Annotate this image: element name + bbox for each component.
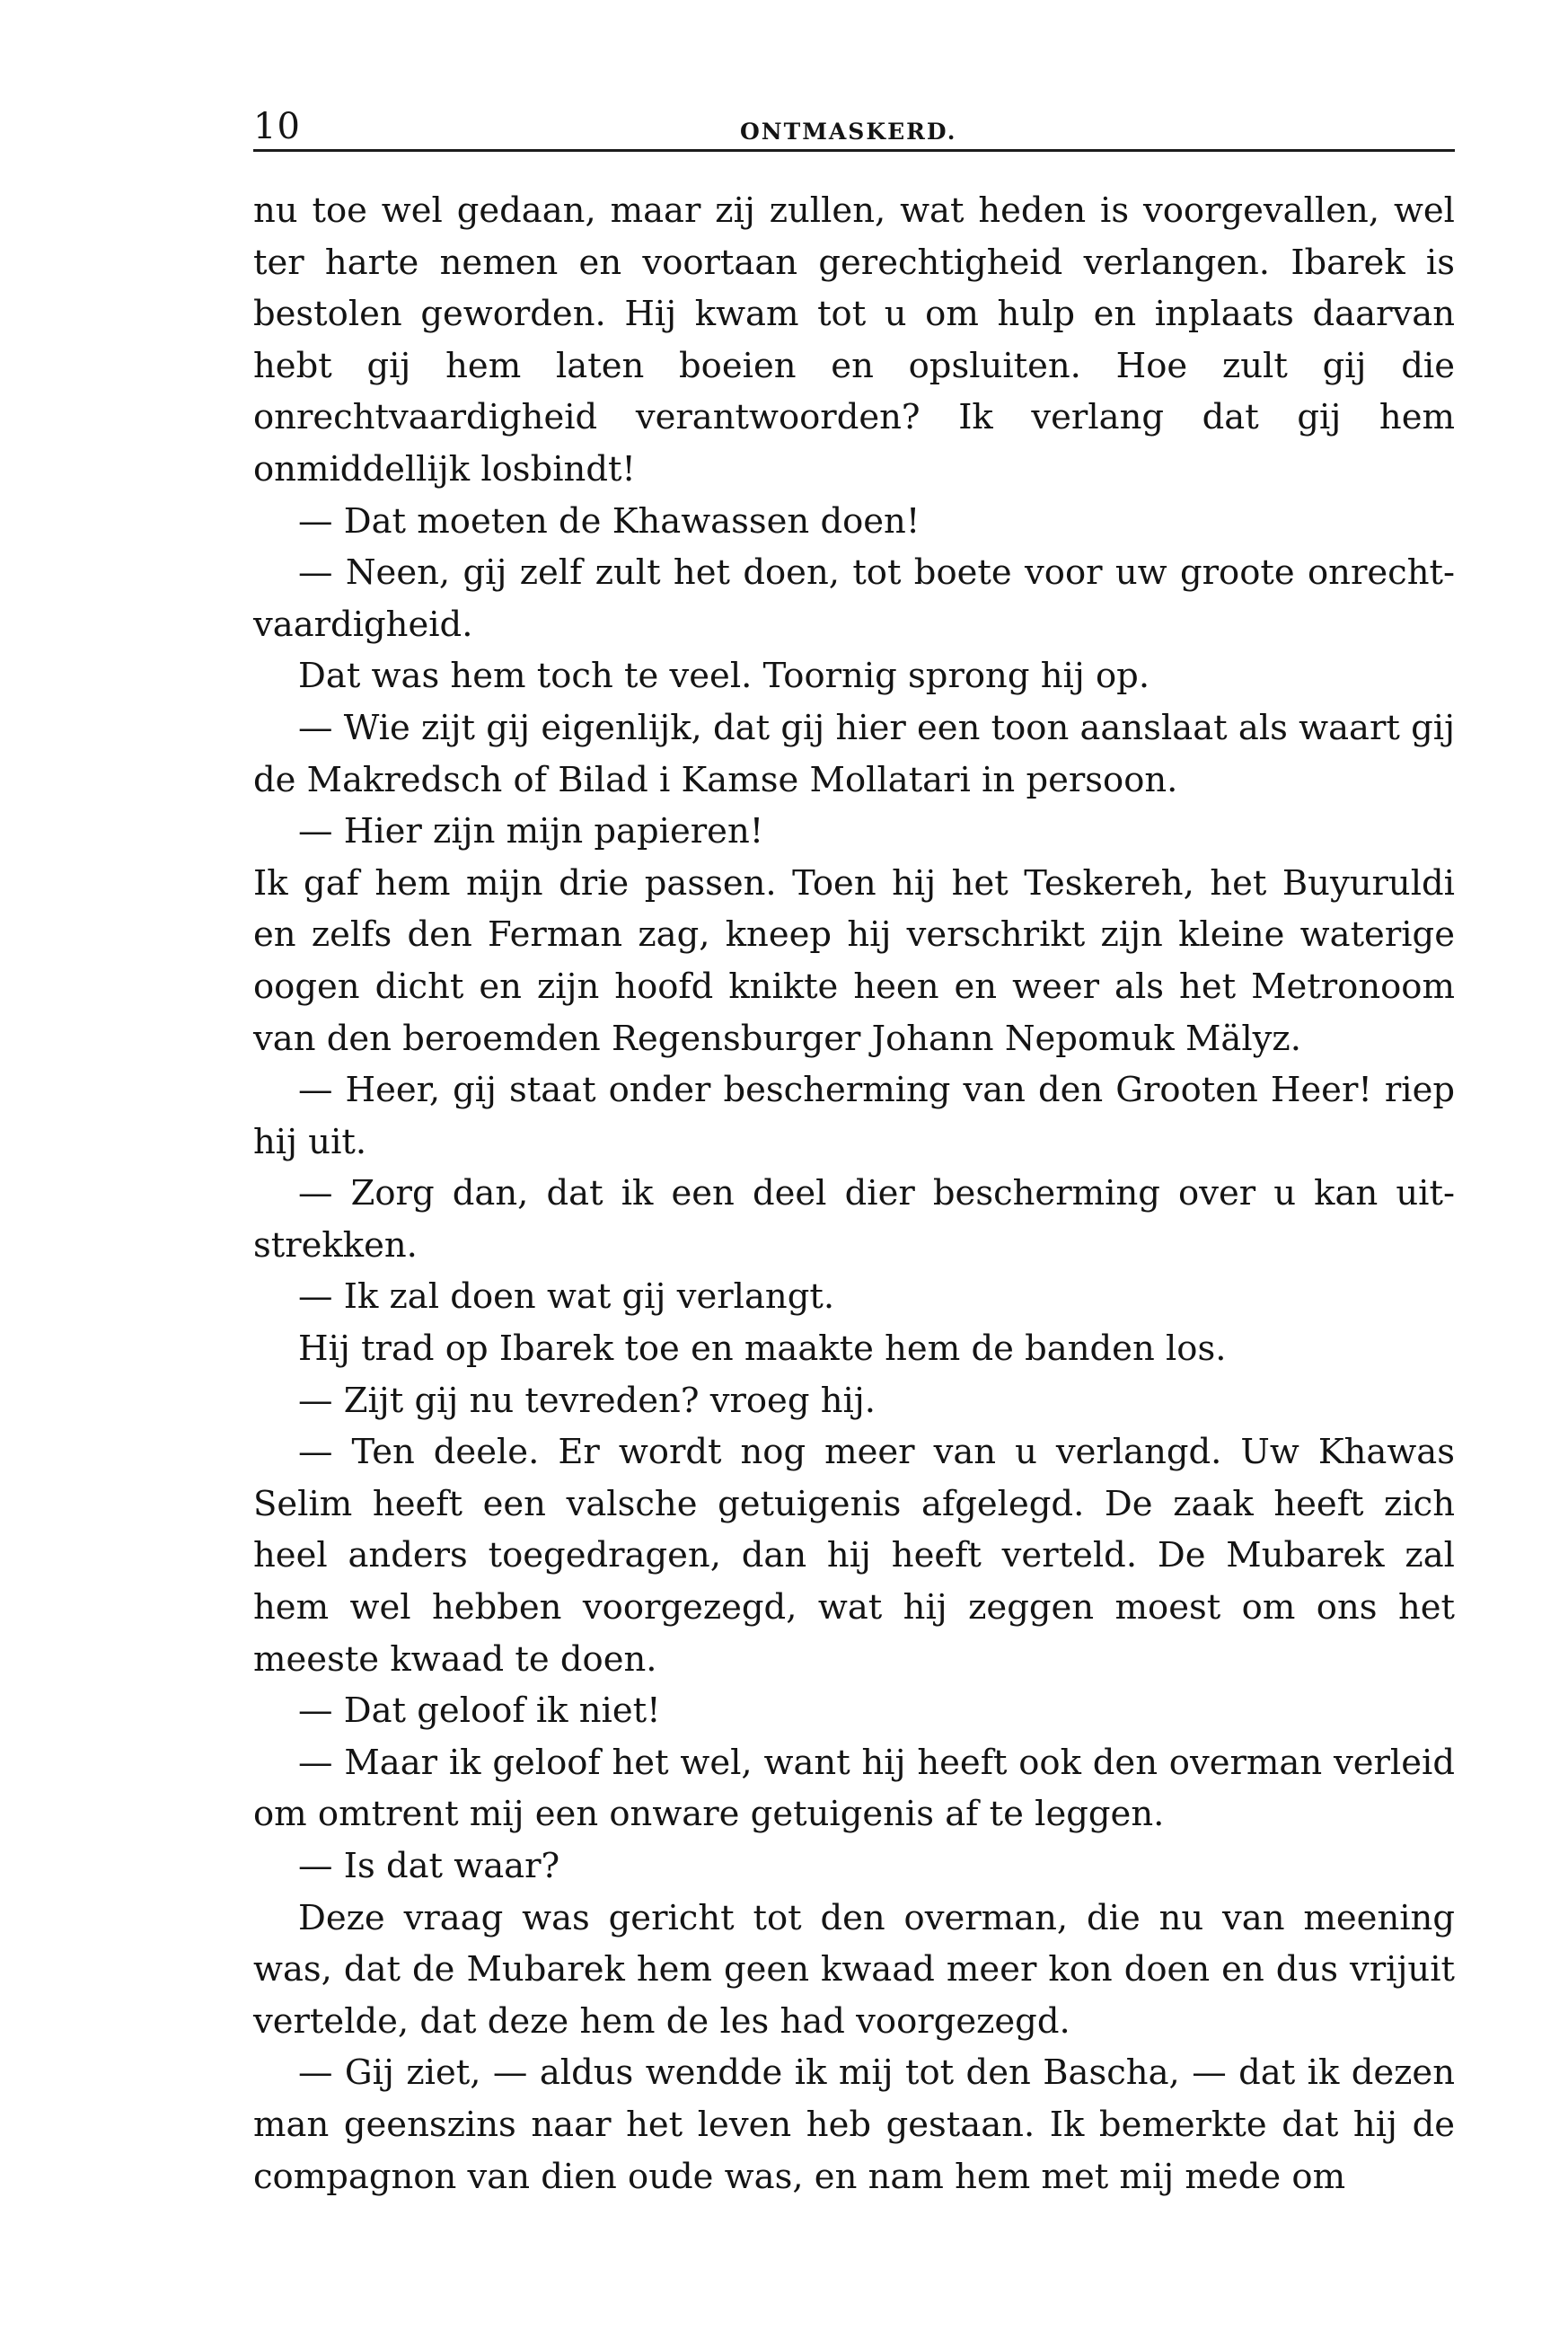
paragraph: — Neen, gij zelf zult het doen, tot boete voor uw groote onrechtvaardigheid. [253, 552, 1455, 645]
header-rule [253, 149, 1455, 152]
paragraph: — Zijt gij nu tevreden? vroeg hij. [298, 1380, 876, 1421]
paragraph: Dat was hem toch te veel. Toornig sprong hij op. [298, 656, 1150, 697]
paragraph: — Ten deele. Er wordt nog meer van u verlangd. Uw Khawas Selim heeft een valsche getuigenis afgelegd. De zaak heeft zich heel anders toegedragen, dan hij heeft verteld. De Mubarek zal hem wel hebben voorgezegd, wat hij zeggen moest om ons het meeste kwaad te doen. [253, 1432, 1455, 1680]
paragraph-continuation: nu toe wel gedaan, maar zij zullen, wat heden is voorgevallen, wel ter harte nemen en voortaan gerechtigheid verlangen. Ibarek is bestolen geworden. Hij kwam tot u om hulp en inplaats daarvan hebt gij hem laten boeien en opsluiten. Hoe zult gij die onrechtvaardigheid verantwoorden? Ik verlang dat gij hem onmiddellijk losbindt! [253, 190, 1455, 490]
paragraph: — Dat geloof ik niet! [298, 1690, 661, 1732]
page-number: 10 [253, 106, 301, 147]
paragraph: — Maar ik geloof het wel, want hij heeft ook den overman verleid om omtrent mij een onware getuigenis af te leggen. [253, 1742, 1455, 1835]
paragraph: — Ik zal doen wat gij verlangt. [298, 1276, 835, 1318]
paragraph: Ik gaf hem mijn drie passen. Toen hij het Teskereh, het Buyuruldi en zelfs den Ferman zag, kneep hij verschrikt zijn kleine waterige oogen dicht en zijn hoofd knikte heen en weer als het Metronoom van den beroemden Regensburger Johann Nepomuk Mälyz. [253, 862, 1455, 1059]
paragraph: Deze vraag was gericht tot den overman, die nu van meening was, dat de Mubarek hem geen kwaad meer kon doen en dus vrijuit vertelde, dat deze hem de les had voorgezegd. [253, 1897, 1455, 2042]
running-title: ONTMASKERD. [740, 119, 957, 145]
paragraph: — Is dat waar? [298, 1846, 560, 1886]
paragraph: — Gij ziet, — aldus wendde ik mij tot den Bascha, — dat ik dezen man geenszins naar het leven heb gestaan. Ik bemerkte dat hij de compagnon van dien oude was, en nam hem met mij mede om [253, 2052, 1455, 2197]
paragraph: — Zorg dan, dat ik een deel dier bescherming over u kan uitstrekken. [253, 1173, 1455, 1266]
paragraph: — Wie zijt gij eigenlijk, dat gij hier een toon aanslaat als waart gij de Makredsch of Bilad i Kamse Mollatari in persoon. [253, 707, 1456, 800]
paragraph: — Hier zijn mijn papieren! [298, 811, 764, 852]
paragraph: — Dat moeten de Khawassen doen! [298, 500, 921, 542]
body-text [253, 185, 1455, 2202]
page-header [253, 99, 1455, 153]
paragraph: Hij trad op Ibarek toe en maakte hem de banden los. [298, 1328, 1227, 1370]
paragraph: — Heer, gij staat onder bescherming van den Grooten Heer! riep hij uit. [253, 1070, 1455, 1162]
